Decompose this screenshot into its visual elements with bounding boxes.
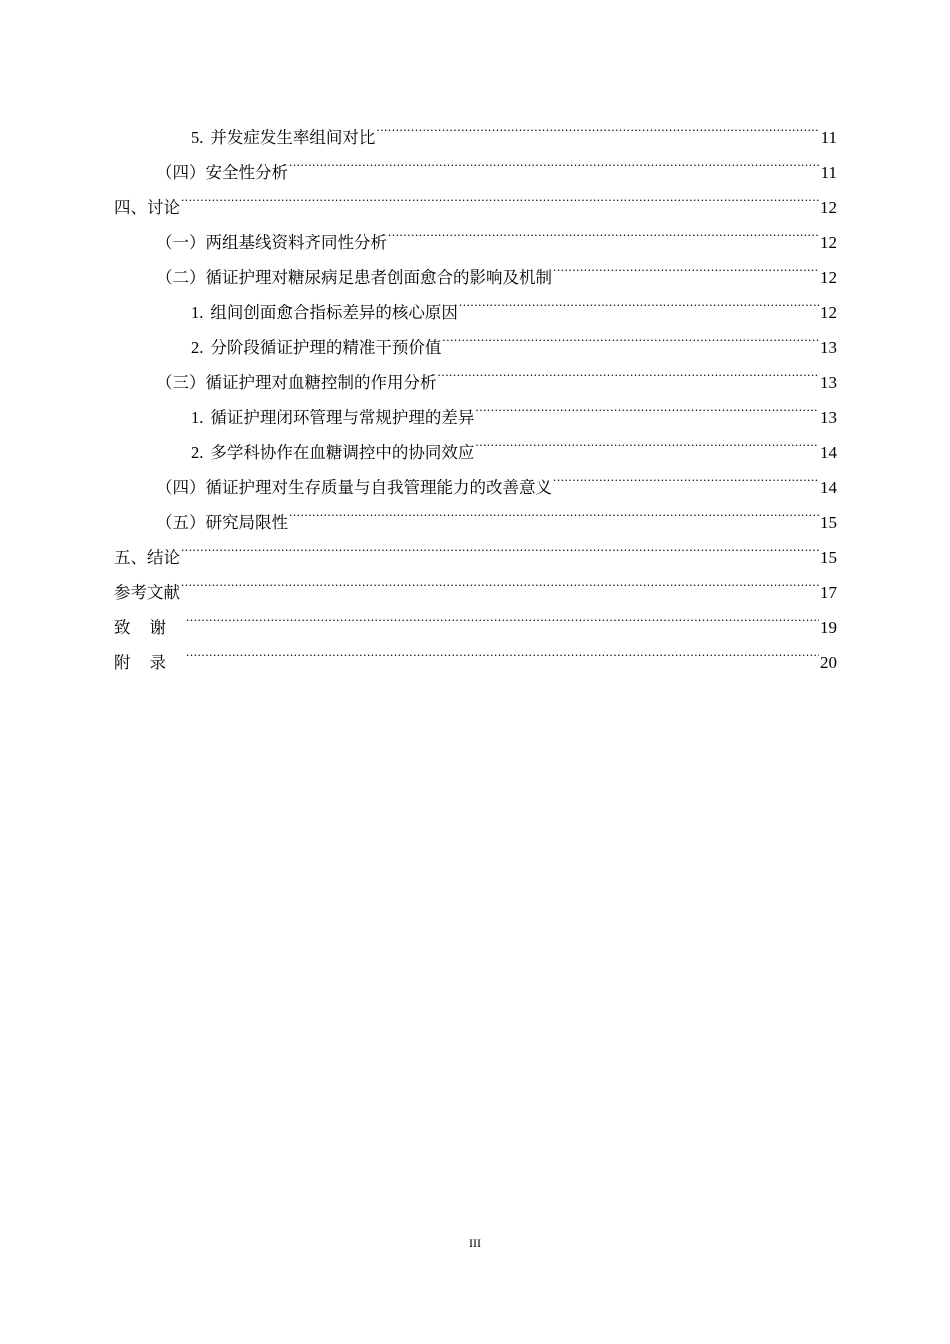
dot-leader	[181, 178, 819, 213]
toc-entry-label	[191, 435, 474, 470]
dot-leader	[186, 598, 819, 633]
toc-entry[interactable]	[114, 528, 837, 567]
toc-entry-page: 15	[820, 513, 837, 532]
toc-entry-number: 1.	[191, 303, 204, 322]
toc-entry-page: 17	[820, 583, 837, 602]
toc-entry-number: 2.	[191, 443, 204, 462]
toc-entry-page: 12	[820, 303, 837, 322]
toc-entry-title: 组间创面愈合指标差异的核心原因	[210, 303, 458, 322]
toc-entry-title: 并发症发生率组间对比	[210, 128, 376, 147]
toc-entry-page: 11	[820, 128, 837, 147]
toc-entry-title: 四、讨论	[114, 198, 180, 217]
dot-leader	[553, 248, 819, 283]
dot-leader	[553, 458, 819, 493]
page-number: III	[469, 1236, 481, 1250]
toc-entry-page: 12	[820, 198, 837, 217]
dot-leader	[459, 283, 819, 318]
toc-entry-label	[191, 295, 458, 330]
toc-entry-number: 5.	[191, 128, 204, 147]
toc-entry-title: 附录	[114, 653, 185, 672]
toc-entry-label	[191, 330, 441, 365]
toc-entry-number: 2.	[191, 338, 204, 357]
toc-entry-page: 20	[820, 653, 837, 672]
toc-entry[interactable]	[114, 213, 837, 252]
toc-entry-page: 11	[820, 163, 837, 182]
toc-entry-page: 12	[820, 268, 837, 287]
dot-leader	[181, 563, 819, 598]
toc-entry-label	[191, 400, 474, 435]
toc-entry-page: 19	[820, 618, 837, 637]
toc-entry-number: 1.	[191, 408, 204, 427]
dot-leader	[475, 388, 819, 423]
dot-leader	[186, 633, 819, 668]
toc-entry-page: 13	[820, 373, 837, 392]
toc-entry-title: 致谢	[114, 618, 185, 637]
toc-entry-title: 多学科协作在血糖调控中的协同效应	[210, 443, 475, 462]
toc-entry-title: （二）循证护理对糖尿病足患者创面愈合的影响及机制	[156, 268, 552, 287]
toc-entry[interactable]	[114, 108, 837, 147]
toc-entry-page: 14	[820, 443, 837, 462]
toc-entry-page: 12	[820, 233, 837, 252]
dot-leader	[475, 423, 819, 458]
dot-leader	[376, 108, 819, 143]
toc-entry-page: 13	[820, 408, 837, 427]
dot-leader	[388, 213, 819, 248]
toc-entry-page: 13	[820, 338, 837, 357]
toc-entry[interactable]	[114, 178, 837, 217]
toc-entry-title: （四）安全性分析	[156, 163, 288, 182]
toc-entry-page: 15	[820, 548, 837, 567]
table-of-contents	[114, 108, 837, 672]
toc-entry-title: 五、结论	[114, 548, 180, 567]
toc-entry[interactable]	[114, 598, 837, 637]
toc-entry-page: 14	[820, 478, 837, 497]
toc-entry-title: 分阶段循证护理的精准干预价值	[210, 338, 442, 357]
toc-entry[interactable]	[114, 563, 837, 602]
dot-leader	[442, 318, 819, 353]
toc-entry-title: （五）研究局限性	[156, 513, 288, 532]
dot-leader	[289, 143, 820, 178]
toc-entry-title: （三）循证护理对血糖控制的作用分析	[156, 373, 437, 392]
dot-leader	[289, 493, 819, 528]
toc-entry-title: 循证护理闭环管理与常规护理的差异	[210, 408, 475, 427]
toc-entry-title: （一）两组基线资料齐同性分析	[156, 233, 387, 252]
toc-entry-title: （四）循证护理对生存质量与自我管理能力的改善意义	[156, 478, 552, 497]
toc-entry-title: 参考文献	[114, 583, 180, 602]
dot-leader	[438, 353, 820, 388]
toc-entry[interactable]	[114, 633, 837, 672]
dot-leader	[181, 528, 819, 563]
